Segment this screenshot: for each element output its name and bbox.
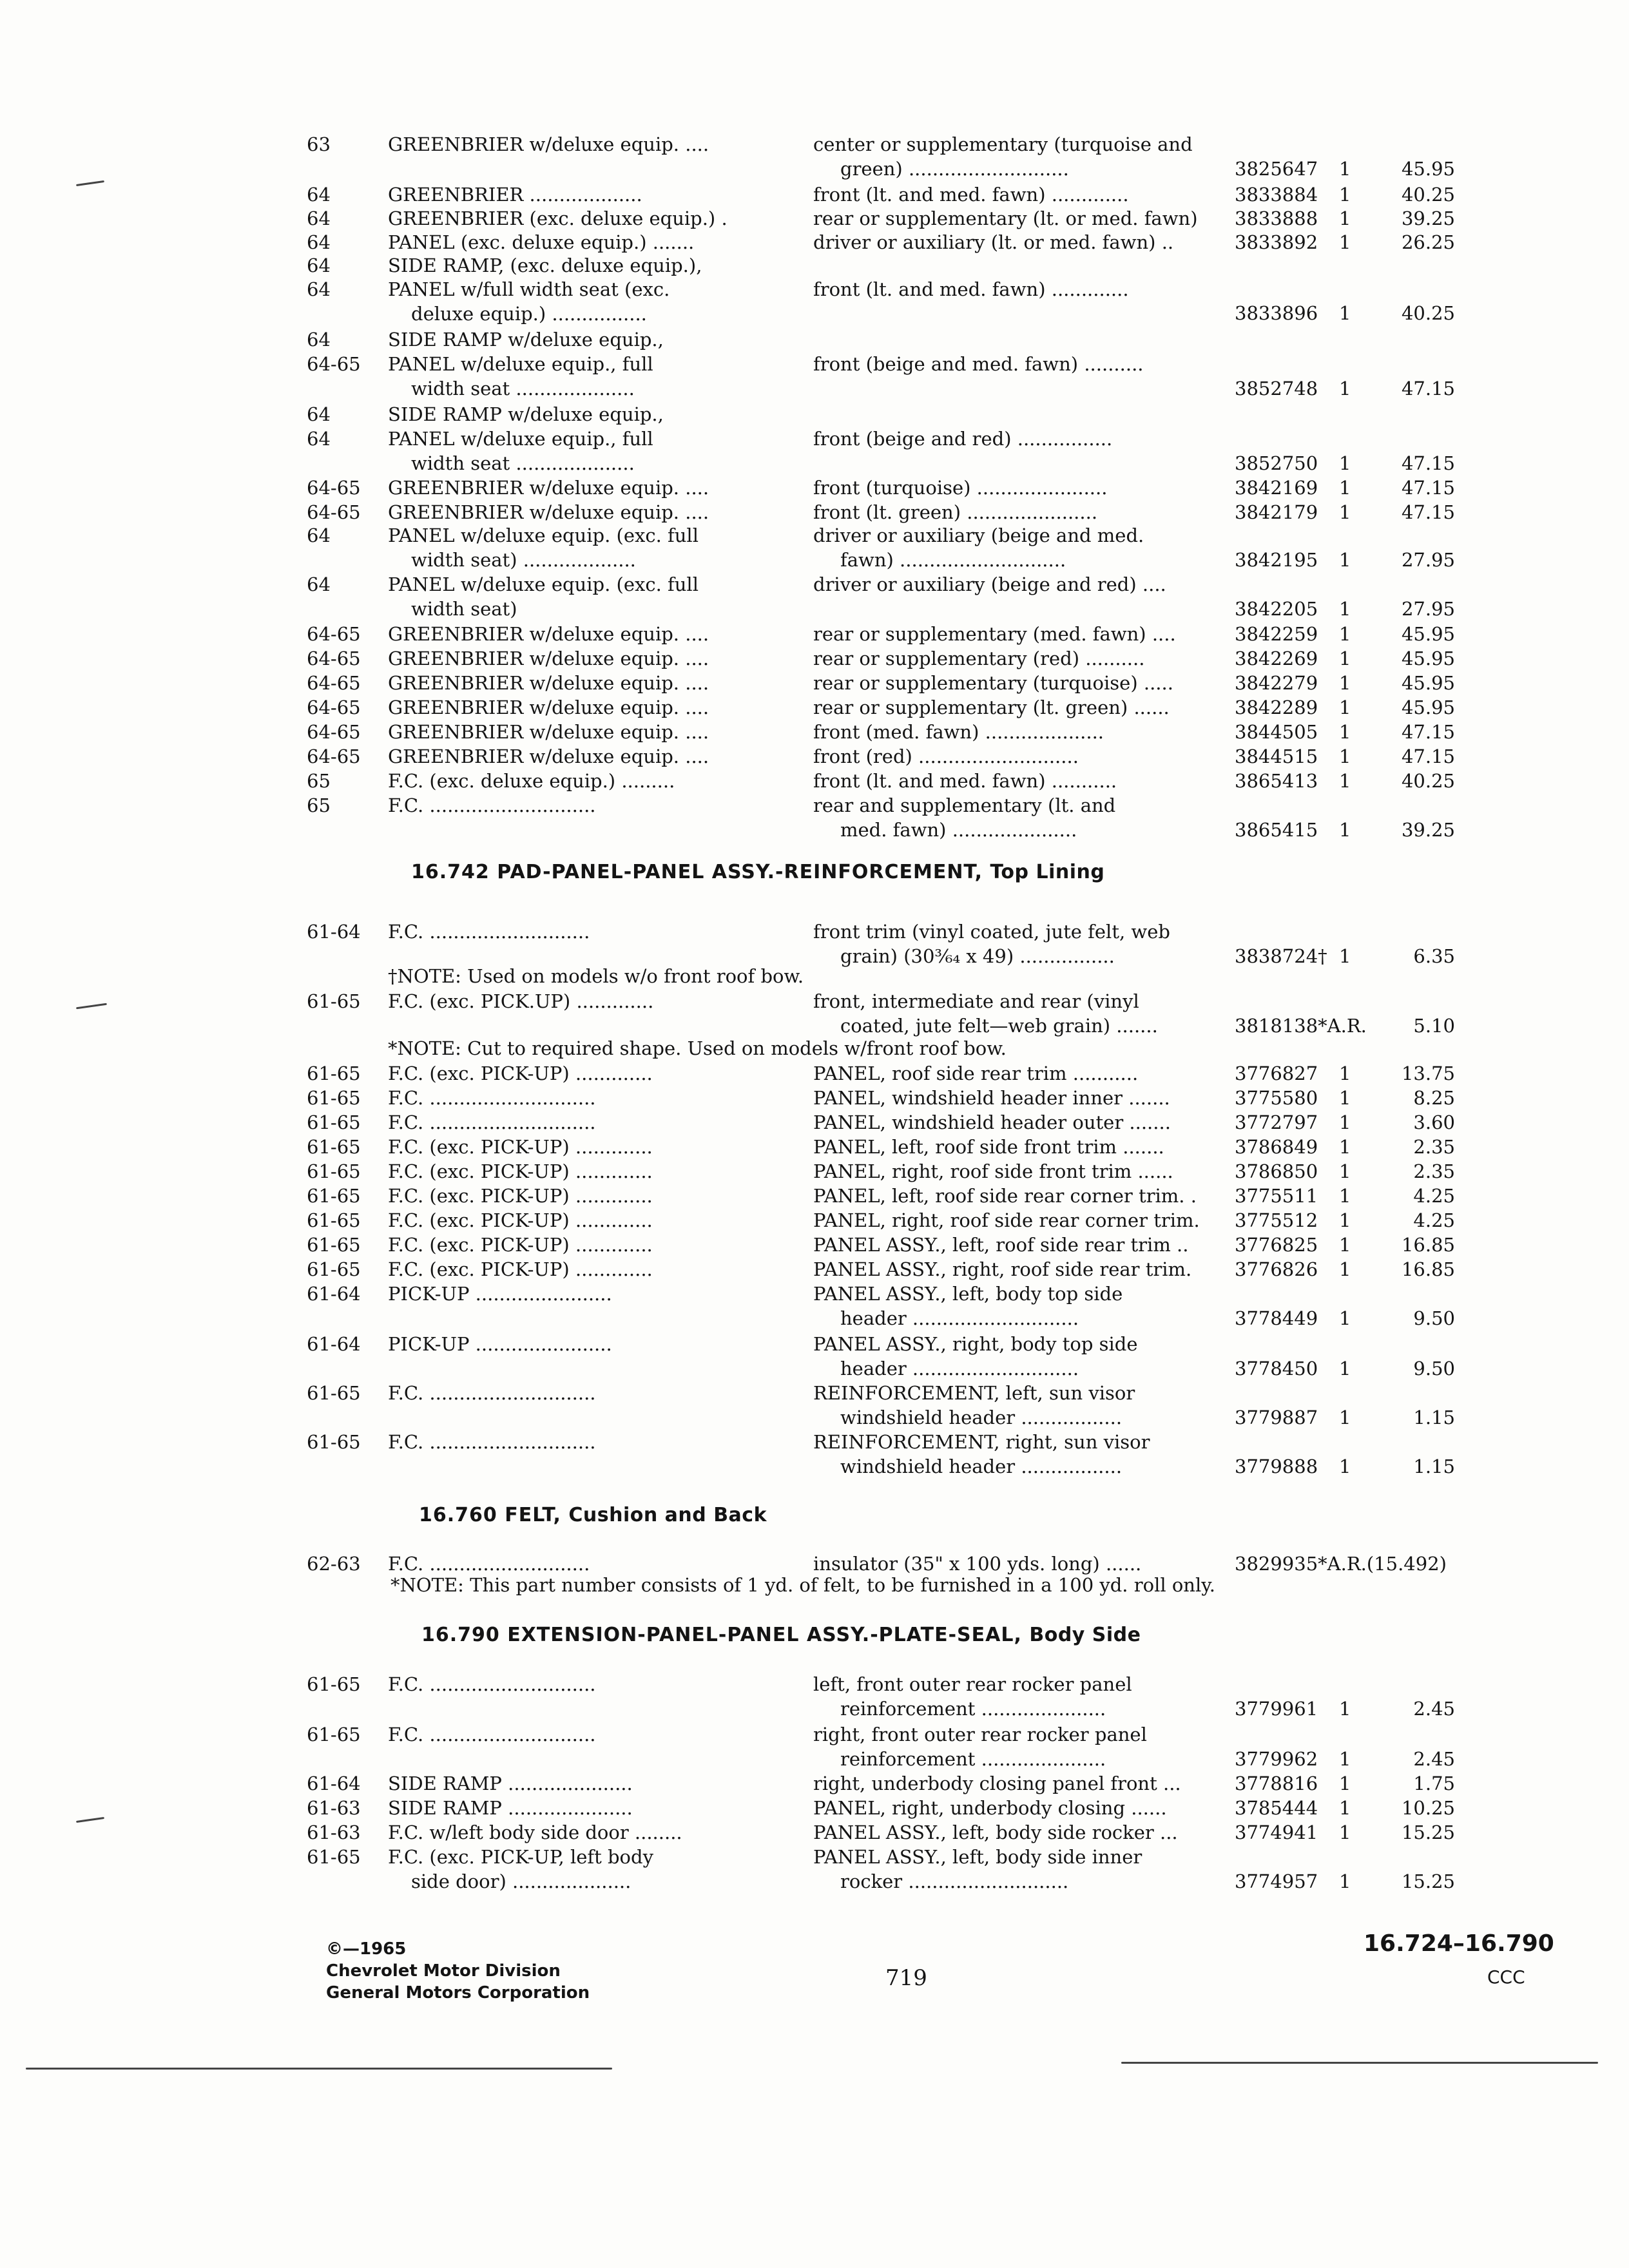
model-year: 61-65 [307,1382,361,1404]
model-name: F.C. (exc. deluxe equip.) ......... [388,770,675,792]
price: 27.95 [1401,549,1455,571]
section-heading [421,1624,1141,1646]
part-number: 3842205 [1235,598,1318,620]
model-year: 61-65 [307,1258,361,1280]
price: 47.15 [1401,721,1455,743]
quantity: 1 [1339,1407,1351,1428]
part-description: driver or auxiliary (lt. or med. fawn) .. [813,231,1174,253]
price: 5.10 [1413,1015,1455,1037]
part-description: front (lt. and med. fawn) ............. [813,278,1129,300]
price: 45.95 [1401,697,1455,718]
model-year: 64 [307,428,331,450]
price: 4.25 [1413,1209,1455,1231]
model-year: 61-65 [307,1673,361,1695]
model-year: 61-63 [307,1797,361,1819]
price: 1.75 [1413,1773,1455,1794]
model-name-continued: width seat) ................... [411,549,636,571]
quantity: 1 [1339,1797,1351,1819]
quantity: 1 [1339,549,1351,571]
quantity: 1 [1339,1087,1351,1109]
model-year: 61-64 [307,921,361,943]
model-name-continued: side door) .................... [411,1870,631,1892]
quantity: 1 [1339,1358,1351,1379]
note-text: *NOTE: Cut to required shape. Used on models w/front roof bow. [388,1037,1007,1059]
part-description: PANEL ASSY., left, roof side rear trim .. [813,1234,1189,1256]
part-number: 3829935*A.R.(15.492) [1235,1553,1447,1575]
model-year: 61-65 [307,990,361,1012]
part-number: 3786849 [1235,1136,1318,1158]
model-year: 61-64 [307,1283,361,1305]
quantity: 1 [1339,1698,1351,1720]
part-number: 3833892 [1235,231,1318,253]
model-year: 64-65 [307,501,361,523]
quantity: 1 [1339,1185,1351,1207]
model-name: GREENBRIER w/deluxe equip. .... [388,133,709,155]
model-year: 64 [307,573,331,595]
section-subtitle: Body Side [1029,1624,1141,1646]
model-name: F.C. w/left body side door ........ [388,1821,682,1843]
model-year: 64-65 [307,672,361,694]
price: 1.15 [1413,1407,1455,1428]
part-number: 3779961 [1235,1698,1318,1720]
part-description: PANEL, left, roof side rear corner trim. . [813,1185,1197,1207]
section-subtitle: Top Lining [990,861,1105,883]
price: 2.45 [1413,1748,1455,1770]
part-number: 3852750 [1235,452,1318,474]
part-description: driver or auxiliary (beige and red) .... [813,573,1166,595]
model-name: PANEL w/deluxe equip., full [388,353,653,375]
part-description: front (beige and med. fawn) .......... [813,353,1144,375]
price: 15.25 [1401,1821,1455,1843]
price: 45.95 [1401,623,1455,645]
part-description: front (turquoise) ...................... [813,477,1108,499]
part-description: PANEL ASSY., right, body top side [813,1333,1138,1355]
quantity: 1 [1339,1160,1351,1182]
quantity: 1 [1339,1748,1351,1770]
part-description: PANEL ASSY., right, roof side rear trim. [813,1258,1192,1280]
model-year: 61-63 [307,1821,361,1843]
price: 16.85 [1401,1234,1455,1256]
price: 2.35 [1413,1160,1455,1182]
model-name: F.C. (exc. PICK-UP) ............. [388,1234,653,1256]
note-text: *NOTE: This part number consists of 1 yd. of felt, to be furnished in a 100 yd. roll only. [390,1574,1215,1596]
part-number: 3844505 [1235,721,1318,743]
quantity: 1 [1339,302,1351,324]
part-description-continued: grain) (30³⁄₆₄ x 49) ................ [840,945,1115,967]
model-year: 64 [307,524,331,546]
model-name: GREENBRIER (exc. deluxe equip.) . [388,207,728,229]
quantity: 1 [1339,648,1351,669]
part-description-continued: fawn) ............................ [840,549,1066,571]
model-name: GREENBRIER w/deluxe equip. .... [388,721,709,743]
model-name: F.C. (exc. PICK-UP) ............. [388,1136,653,1158]
part-number: 3776826 [1235,1258,1318,1280]
model-name: PICK-UP ....................... [388,1333,612,1355]
quantity: 1 [1339,158,1351,180]
part-description: right, front outer rear rocker panel [813,1724,1147,1745]
model-name: F.C. (exc. PICK-UP) ............. [388,1160,653,1182]
part-description-continued: coated, jute felt—web grain) ....... [840,1015,1158,1037]
price: 47.15 [1401,501,1455,523]
quantity: 1 [1339,452,1351,474]
part-description: front (med. fawn) .................... [813,721,1104,743]
quantity: 1 [1339,598,1351,620]
model-year: 61-65 [307,1087,361,1109]
part-description-continued: reinforcement ..................... [840,1748,1106,1770]
model-name-continued: width seat .................... [411,452,635,474]
quantity: 1 [1339,623,1351,645]
model-name: SIDE RAMP w/deluxe equip., [388,403,664,425]
part-description: center or supplementary (turquoise and [813,133,1193,155]
quantity: 1 [1339,1234,1351,1256]
section-title: FELT, [505,1504,569,1526]
model-year: 64-65 [307,353,361,375]
quantity: 1 [1339,207,1351,229]
price: 6.35 [1413,945,1455,967]
margin-mark [76,180,104,186]
model-name: F.C. ............................ [388,1111,596,1133]
model-year: 65 [307,770,331,792]
part-description: PANEL, right, underbody closing ...... [813,1797,1167,1819]
part-description-continued: header ............................ [840,1307,1079,1329]
price: 47.15 [1401,745,1455,767]
price: 9.50 [1413,1358,1455,1379]
footer-corporation: General Motors Corporation [326,1983,590,2003]
part-description: PANEL, left, roof side front trim ....... [813,1136,1164,1158]
model-year: 61-64 [307,1773,361,1794]
model-year: 61-65 [307,1846,361,1868]
model-year: 64-65 [307,648,361,669]
part-number: 3842279 [1235,672,1318,694]
price: 40.25 [1401,184,1455,206]
price: 8.25 [1413,1087,1455,1109]
page-edge-line [26,2068,612,2070]
model-name: PANEL (exc. deluxe equip.) ....... [388,231,695,253]
model-year: 64 [307,329,331,351]
quantity: 1 [1339,721,1351,743]
part-number: 3779888 [1235,1456,1318,1477]
part-number: 3818138*A.R. [1235,1015,1367,1037]
model-name: F.C. (exc. PICK.UP) ............. [388,990,654,1012]
quantity: 1 [1339,1773,1351,1794]
model-name: F.C. (exc. PICK-UP) ............. [388,1258,653,1280]
part-number: 3778816 [1235,1773,1318,1794]
model-name: PANEL w/deluxe equip., full [388,428,653,450]
part-description: REINFORCEMENT, left, sun visor [813,1382,1135,1404]
part-description: front (lt. and med. fawn) ........... [813,770,1117,792]
part-number: 3775580 [1235,1087,1318,1109]
model-year: 61-65 [307,1136,361,1158]
price: 47.15 [1401,378,1455,399]
model-name: SIDE RAMP ..................... [388,1773,633,1794]
price: 40.25 [1401,770,1455,792]
part-number: 3852748 [1235,378,1318,399]
part-description-continued: header ............................ [840,1358,1079,1379]
part-number: 3778449 [1235,1307,1318,1329]
note-text: †NOTE: Used on models w/o front roof bow. [388,965,804,987]
quantity: 1 [1339,1821,1351,1843]
model-name: F.C. ............................ [388,1431,596,1453]
part-description: rear or supplementary (red) .......... [813,648,1145,669]
model-name: F.C. ........................... [388,1553,590,1575]
price: 39.25 [1401,207,1455,229]
part-description: insulator (35" x 100 yds. long) ...... [813,1553,1142,1575]
section-number: 16.742 [411,861,497,883]
part-description: PANEL, right, roof side front trim ...... [813,1160,1173,1182]
model-year: 64-65 [307,721,361,743]
part-description: PANEL ASSY., left, body top side [813,1283,1123,1305]
page-edge-line [1121,2062,1598,2064]
part-number: 3844515 [1235,745,1318,767]
part-number: 3842195 [1235,549,1318,571]
part-number: 3774941 [1235,1821,1318,1843]
part-description-continued: rocker ........................... [840,1870,1069,1892]
model-name: PANEL w/deluxe equip. (exc. full [388,573,699,595]
margin-mark [76,1003,107,1010]
section-number: 16.790 [421,1624,508,1646]
quantity: 1 [1339,477,1351,499]
price: 47.15 [1401,477,1455,499]
part-number: 3842269 [1235,648,1318,669]
part-number: 3842179 [1235,501,1318,523]
quantity: 1 [1339,1209,1351,1231]
model-name: F.C. ............................ [388,1382,596,1404]
quantity: 1 [1339,745,1351,767]
model-year: 64-65 [307,477,361,499]
model-name: F.C. ............................ [388,1724,596,1745]
quantity: 1 [1339,1307,1351,1329]
part-description: PANEL, roof side rear trim ........... [813,1062,1139,1084]
model-name: GREENBRIER w/deluxe equip. .... [388,697,709,718]
quantity: 1 [1339,184,1351,206]
part-number: 3779887 [1235,1407,1318,1428]
part-description: driver or auxiliary (beige and med. [813,524,1144,546]
section-number: 16.760 [419,1504,505,1526]
model-name: PICK-UP ....................... [388,1283,612,1305]
model-year: 61-65 [307,1062,361,1084]
section-title: PAD-PANEL-PANEL ASSY.-REINFORCEMENT, [497,861,990,883]
part-description: rear and supplementary (lt. and [813,794,1116,816]
footer-division: Chevrolet Motor Division [326,1961,561,1981]
model-name: GREENBRIER w/deluxe equip. .... [388,501,709,523]
model-name: GREENBRIER ................... [388,184,642,206]
model-year: 61-65 [307,1160,361,1182]
price: 15.25 [1401,1870,1455,1892]
part-description: PANEL ASSY., left, body side inner [813,1846,1142,1868]
quantity: 1 [1339,1111,1351,1133]
part-number: 3785444 [1235,1797,1318,1819]
price: 10.25 [1401,1797,1455,1819]
quantity: 1 [1339,1456,1351,1477]
part-description-continued: windshield header ................. [840,1456,1123,1477]
model-year: 64 [307,231,331,253]
model-year: 64 [307,207,331,229]
price: 45.95 [1401,648,1455,669]
model-year: 64-65 [307,697,361,718]
model-year: 61-65 [307,1431,361,1453]
quantity: 1 [1339,501,1351,523]
model-year: 64 [307,255,331,276]
model-year: 64-65 [307,745,361,767]
price: 27.95 [1401,598,1455,620]
part-description: rear or supplementary (lt. or med. fawn) [813,207,1198,229]
quantity: 1 [1339,697,1351,718]
model-name: F.C. (exc. PICK-UP) ............. [388,1185,653,1207]
model-year: 61-65 [307,1724,361,1745]
margin-mark [76,1817,104,1823]
price: 16.85 [1401,1258,1455,1280]
model-name: GREENBRIER w/deluxe equip. .... [388,672,709,694]
model-name: GREENBRIER w/deluxe equip. .... [388,477,709,499]
price: 47.15 [1401,452,1455,474]
part-description: REINFORCEMENT, right, sun visor [813,1431,1150,1453]
price: 45.95 [1401,672,1455,694]
model-year: 61-65 [307,1185,361,1207]
part-description: rear or supplementary (lt. green) ...... [813,697,1170,718]
part-number: 3772797 [1235,1111,1318,1133]
quantity: 1 [1339,672,1351,694]
part-description: right, underbody closing panel front ... [813,1773,1181,1794]
part-description: rear or supplementary (turquoise) ..... [813,672,1173,694]
price: 45.95 [1401,158,1455,180]
price: 26.25 [1401,231,1455,253]
part-number: 3786850 [1235,1160,1318,1182]
price: 2.45 [1413,1698,1455,1720]
part-number: 3775511 [1235,1185,1318,1207]
part-description: PANEL, windshield header inner ....... [813,1087,1170,1109]
model-name-continued: width seat .................... [411,378,635,399]
price: 4.25 [1413,1185,1455,1207]
part-number: 3825647 [1235,158,1318,180]
model-name: F.C. (exc. PICK-UP) ............. [388,1062,653,1084]
model-name: GREENBRIER w/deluxe equip. .... [388,623,709,645]
model-name: PANEL w/deluxe equip. (exc. full [388,524,699,546]
model-name: PANEL w/full width seat (exc. [388,278,670,300]
part-number: 3833896 [1235,302,1318,324]
model-year: 64 [307,184,331,206]
part-number: 3776827 [1235,1062,1318,1084]
model-name-continued: deluxe equip.) ................ [411,303,647,325]
model-name: SIDE RAMP ..................... [388,1797,633,1819]
model-name: SIDE RAMP, (exc. deluxe equip.), [388,255,702,276]
section-subtitle: Cushion and Back [568,1504,767,1526]
footer-copyright: ©—1965 [326,1939,407,1959]
part-description: front, intermediate and rear (vinyl [813,990,1139,1012]
part-description-continued: green) ........................... [840,158,1069,180]
model-name: F.C. ............................ [388,1087,596,1109]
price: 3.60 [1413,1111,1455,1133]
model-name: F.C. ........................... [388,921,590,943]
model-year: 61-65 [307,1209,361,1231]
part-number: 3865415 [1235,819,1318,841]
part-number: 3838724† [1235,945,1327,967]
model-name: F.C. ............................ [388,794,596,816]
part-number: 3842289 [1235,697,1318,718]
part-description-continued: reinforcement ..................... [840,1698,1106,1720]
model-year: 61-65 [307,1234,361,1256]
model-name: F.C. (exc. PICK-UP, left body [388,1846,653,1868]
price: 1.15 [1413,1456,1455,1477]
part-description: PANEL ASSY., left, body side rocker ... [813,1821,1178,1843]
part-description: front (lt. and med. fawn) ............. [813,184,1129,206]
page-number: 719 [885,1965,927,1991]
model-year: 64-65 [307,623,361,645]
price: 39.25 [1401,819,1455,841]
part-description: left, front outer rear rocker panel [813,1673,1132,1695]
model-name: GREENBRIER w/deluxe equip. .... [388,648,709,669]
model-year: 64 [307,278,331,300]
quantity: 1 [1339,1258,1351,1280]
model-name-continued: width seat) [411,598,517,620]
part-description: front (beige and red) ................ [813,428,1113,450]
part-number: 3833888 [1235,207,1318,229]
model-year: 63 [307,133,331,155]
part-number: 3775512 [1235,1209,1318,1231]
model-year: 62-63 [307,1553,361,1575]
part-description: PANEL, windshield header outer ....... [813,1111,1171,1133]
part-number: 3774957 [1235,1870,1318,1892]
price: 40.25 [1401,302,1455,324]
part-description-continued: med. fawn) ..................... [840,819,1077,841]
quantity: 1 [1339,945,1351,967]
quantity: 1 [1339,1136,1351,1158]
part-description: front trim (vinyl coated, jute felt, web [813,921,1170,943]
section-title: EXTENSION-PANEL-PANEL ASSY.-PLATE-SEAL, [507,1624,1030,1646]
quantity: 1 [1339,770,1351,792]
catalog-code: CCC [1487,1966,1525,1988]
quantity: 1 [1339,231,1351,253]
price: 2.35 [1413,1136,1455,1158]
quantity: 1 [1339,1870,1351,1892]
part-number: 3779962 [1235,1748,1318,1770]
section-range: 16.724–16.790 [1364,1930,1554,1957]
part-description: rear or supplementary (med. fawn) .... [813,623,1176,645]
part-number: 3778450 [1235,1358,1318,1379]
part-description: front (red) ........................... [813,745,1079,767]
quantity: 1 [1339,378,1351,399]
model-year: 61-65 [307,1111,361,1133]
part-description-continued: windshield header ................. [840,1407,1123,1428]
model-name: F.C. (exc. PICK-UP) ............. [388,1209,653,1231]
section-heading [411,861,1104,883]
part-number: 3842169 [1235,477,1318,499]
price: 9.50 [1413,1307,1455,1329]
part-description: front (lt. green) ...................... [813,501,1098,523]
part-number: 3865413 [1235,770,1318,792]
model-year: 61-64 [307,1333,361,1355]
part-number: 3842259 [1235,623,1318,645]
part-number: 3776825 [1235,1234,1318,1256]
model-year: 65 [307,794,331,816]
model-name: F.C. ............................ [388,1673,596,1695]
part-number: 3833884 [1235,184,1318,206]
part-description: PANEL, right, roof side rear corner trim. [813,1209,1200,1231]
model-name: SIDE RAMP w/deluxe equip., [388,329,664,351]
section-heading [419,1504,767,1526]
quantity: 1 [1339,1062,1351,1084]
quantity: 1 [1339,819,1351,841]
model-year: 64 [307,403,331,425]
model-name: GREENBRIER w/deluxe equip. .... [388,745,709,767]
price: 13.75 [1401,1062,1455,1084]
